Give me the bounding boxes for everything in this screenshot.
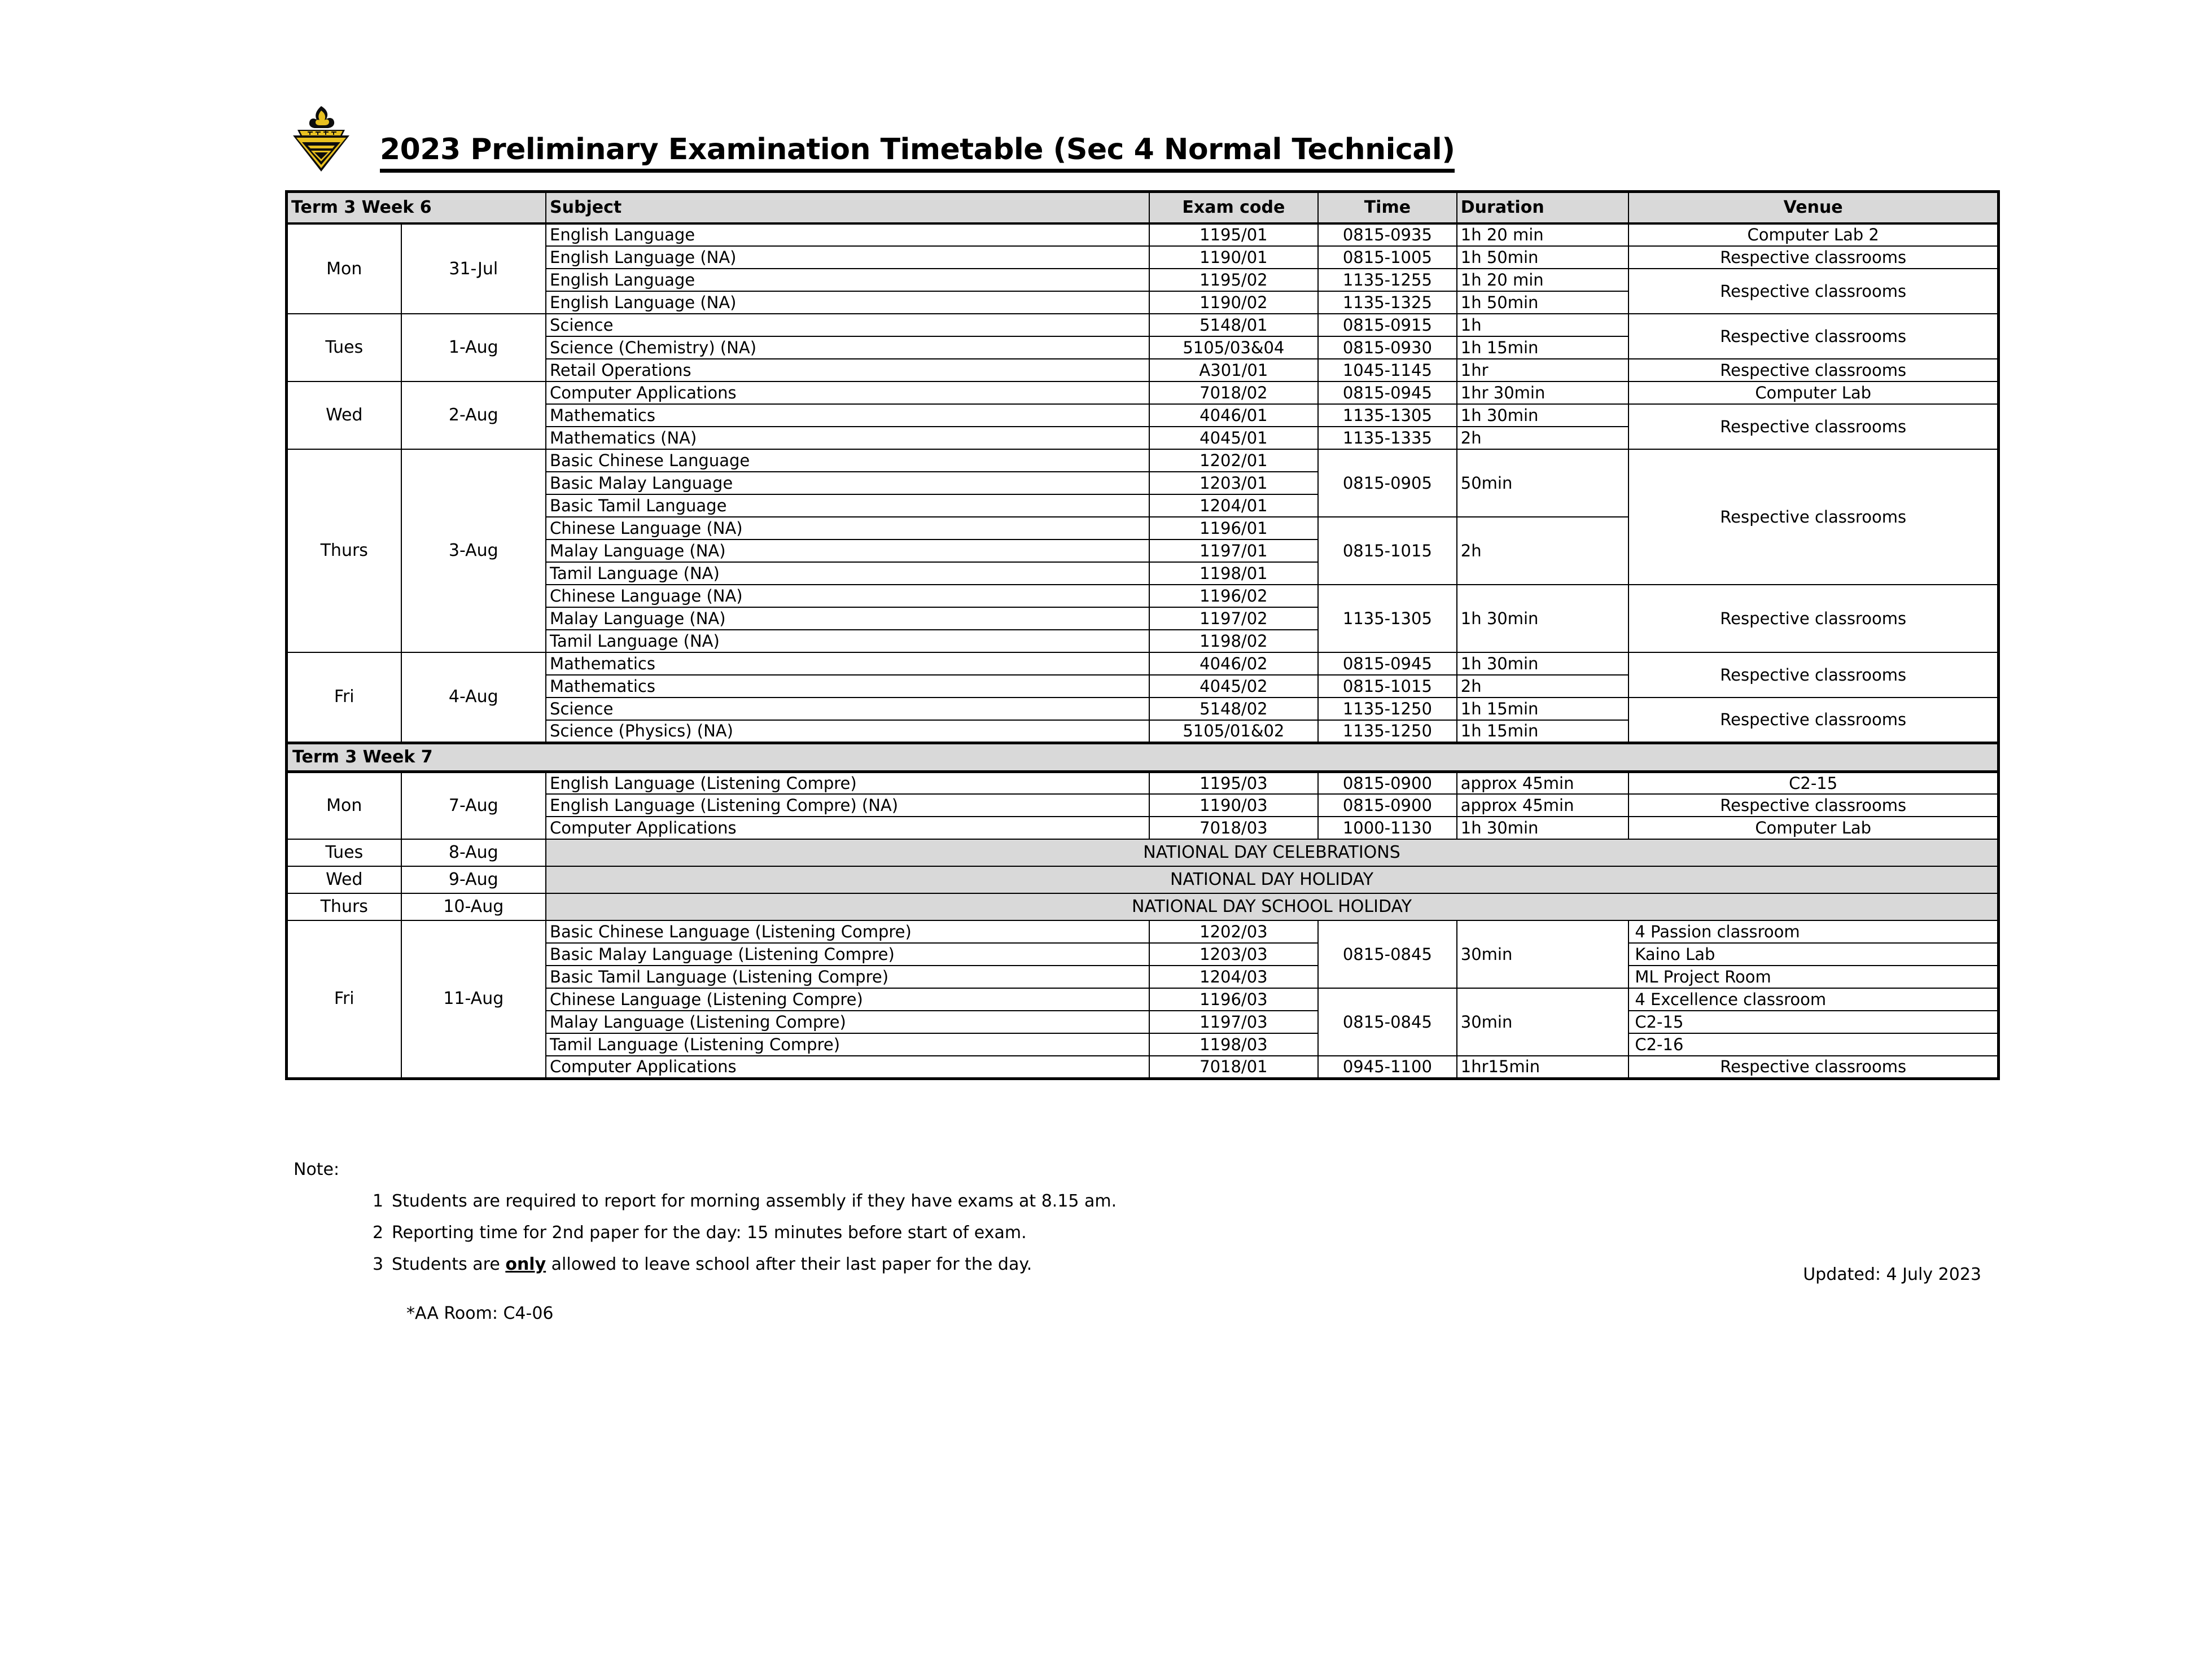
table-row <box>287 771 1999 794</box>
cell-duration: 1hr15min <box>1457 1056 1629 1078</box>
column-header-subject: Subject <box>546 192 1149 224</box>
cell-date: 10-Aug <box>401 893 546 920</box>
table-row <box>287 652 1999 675</box>
cell-duration: 1h 15min <box>1457 336 1629 359</box>
cell-subject: Computer Applications <box>546 817 1149 839</box>
cell-subject: Tamil Language (NA) <box>546 562 1149 585</box>
note-item <box>373 1225 1987 1242</box>
cell-exam-code: 1195/03 <box>1149 771 1318 794</box>
cell-time: 0945-1100 <box>1318 1056 1457 1078</box>
cell-time: 1135-1325 <box>1318 291 1457 314</box>
table-row <box>287 223 1999 246</box>
cell-venue: ML Project Room <box>1628 966 1998 988</box>
cell-exam-code: 1196/02 <box>1149 585 1318 607</box>
cell-duration: 30min <box>1457 988 1629 1056</box>
cell-duration: 1h 30min <box>1457 652 1629 675</box>
table-row-holiday <box>287 839 1999 866</box>
table-row <box>287 314 1999 336</box>
cell-day: Fri <box>287 652 401 743</box>
week-banner-row <box>287 743 1999 771</box>
cell-subject: Mathematics (NA) <box>546 427 1149 449</box>
page-title-wrap <box>380 134 1956 175</box>
cell-exam-code: 1190/02 <box>1149 291 1318 314</box>
cell-duration: 1h 30min <box>1457 404 1629 427</box>
cell-day: Fri <box>287 920 401 1078</box>
cell-venue: Computer Lab 2 <box>1628 223 1998 246</box>
cell-duration: 1h 20 min <box>1457 223 1629 246</box>
cell-time: 1000-1130 <box>1318 817 1457 839</box>
cell-subject: Mathematics <box>546 675 1149 698</box>
cell-subject: Computer Applications <box>546 381 1149 404</box>
cell-time: 0815-0900 <box>1318 794 1457 817</box>
cell-exam-code: 7018/01 <box>1149 1056 1318 1078</box>
cell-date: 2-Aug <box>401 381 546 449</box>
cell-subject: Mathematics <box>546 652 1149 675</box>
column-header-week: Term 3 Week 6 <box>287 192 546 224</box>
cell-duration: 1h 50min <box>1457 246 1629 269</box>
cell-exam-code: 1198/03 <box>1149 1033 1318 1056</box>
notes-section <box>294 1160 1987 1323</box>
cell-venue: Respective classrooms <box>1628 359 1998 381</box>
column-header-time: Time <box>1318 192 1457 224</box>
cell-venue: Respective classrooms <box>1628 269 1998 314</box>
note-item <box>373 1193 1987 1210</box>
cell-exam-code: 1195/01 <box>1149 223 1318 246</box>
cell-venue: Respective classrooms <box>1628 652 1998 698</box>
updated-stamp: Updated: 4 July 2023 <box>1803 1265 1981 1284</box>
cell-exam-code: 1203/01 <box>1149 472 1318 494</box>
cell-subject: English Language <box>546 269 1149 291</box>
cell-time: 1135-1305 <box>1318 585 1457 652</box>
page-title: 2023 Preliminary Examination Timetable (Sec 4 Normal Technical) <box>380 134 1455 173</box>
cell-subject: Mathematics <box>546 404 1149 427</box>
cell-subject: English Language <box>546 223 1149 246</box>
cell-subject: Basic Chinese Language <box>546 449 1149 472</box>
cell-date: 4-Aug <box>401 652 546 743</box>
timetable-container <box>285 190 2000 1080</box>
cell-duration: 1h 15min <box>1457 698 1629 720</box>
cell-subject: Computer Applications <box>546 1056 1149 1078</box>
cell-time: 0815-0905 <box>1318 449 1457 517</box>
table-row-holiday <box>287 866 1999 893</box>
cell-venue: Respective classrooms <box>1628 314 1998 359</box>
cell-subject: Tamil Language (Listening Compre) <box>546 1033 1149 1056</box>
week7-banner: Term 3 Week 7 <box>287 743 1999 771</box>
aa-room-note: *AA Room: C4-06 <box>406 1304 554 1323</box>
cell-venue: Respective classrooms <box>1628 246 1998 269</box>
cell-duration: 1h <box>1457 314 1629 336</box>
cell-exam-code: 7018/03 <box>1149 817 1318 839</box>
cell-exam-code: 4045/02 <box>1149 675 1318 698</box>
cell-time: 1045-1145 <box>1318 359 1457 381</box>
document-header <box>285 102 1956 175</box>
cell-time: 0815-0930 <box>1318 336 1457 359</box>
cell-exam-code: 5148/02 <box>1149 698 1318 720</box>
cell-exam-code: 1202/03 <box>1149 920 1318 943</box>
column-header-duration: Duration <box>1457 192 1629 224</box>
cell-duration: 30min <box>1457 920 1629 988</box>
cell-duration: approx 45min <box>1457 771 1629 794</box>
cell-venue: C2-15 <box>1628 771 1998 794</box>
cell-venue: Respective classrooms <box>1628 404 1998 449</box>
cell-exam-code: A301/01 <box>1149 359 1318 381</box>
exam-timetable <box>285 190 2000 1080</box>
note-emphasis: only <box>505 1254 546 1274</box>
cell-day: Tues <box>287 314 401 381</box>
note-number: 3 <box>373 1254 384 1274</box>
cell-exam-code: 5148/01 <box>1149 314 1318 336</box>
cell-venue: Respective classrooms <box>1628 794 1998 817</box>
cell-subject: Basic Tamil Language (Listening Compre) <box>546 966 1149 988</box>
cell-subject: Science (Physics) (NA) <box>546 720 1149 743</box>
cell-exam-code: 1198/02 <box>1149 630 1318 652</box>
cell-venue: Kaino Lab <box>1628 943 1998 966</box>
cell-time: 0815-0845 <box>1318 988 1457 1056</box>
cell-time: 1135-1255 <box>1318 269 1457 291</box>
cell-subject: Retail Operations <box>546 359 1149 381</box>
table-row <box>287 381 1999 404</box>
cell-date: 8-Aug <box>401 839 546 866</box>
cell-exam-code: 1195/02 <box>1149 269 1318 291</box>
cell-subject: Basic Chinese Language (Listening Compre) <box>546 920 1149 943</box>
cell-duration: 1h 20 min <box>1457 269 1629 291</box>
cell-exam-code: 5105/03&04 <box>1149 336 1318 359</box>
cell-day: Thurs <box>287 449 401 652</box>
cell-duration: 1hr <box>1457 359 1629 381</box>
cell-venue: C2-15 <box>1628 1011 1998 1033</box>
note-text: Students are only allowed to leave school after their last paper for the day. <box>392 1254 1032 1274</box>
cell-time: 1135-1250 <box>1318 720 1457 743</box>
cell-day: Mon <box>287 771 401 839</box>
cell-date: 31-Jul <box>401 223 546 314</box>
cell-exam-code: 1196/01 <box>1149 517 1318 539</box>
cell-exam-code: 1190/01 <box>1149 246 1318 269</box>
note-number: 1 <box>373 1191 384 1211</box>
cell-subject: Malay Language (Listening Compre) <box>546 1011 1149 1033</box>
cell-date: 9-Aug <box>401 866 546 893</box>
cell-exam-code: 7018/02 <box>1149 381 1318 404</box>
cell-venue: Respective classrooms <box>1628 449 1998 585</box>
cell-duration: 1h 15min <box>1457 720 1629 743</box>
cell-subject: English Language (NA) <box>546 291 1149 314</box>
cell-venue: Computer Lab <box>1628 817 1998 839</box>
note-text: Students are required to report for morning assembly if they have exams at 8.15 am. <box>392 1191 1117 1211</box>
cell-venue: Respective classrooms <box>1628 585 1998 652</box>
cell-duration: 2h <box>1457 427 1629 449</box>
cell-subject: Malay Language (NA) <box>546 539 1149 562</box>
cell-time: 0815-1005 <box>1318 246 1457 269</box>
cell-subject: Science (Chemistry) (NA) <box>546 336 1149 359</box>
cell-exam-code: 4046/02 <box>1149 652 1318 675</box>
cell-venue: Computer Lab <box>1628 381 1998 404</box>
cell-subject: Tamil Language (NA) <box>546 630 1149 652</box>
table-row <box>287 449 1999 472</box>
cell-exam-code: 1202/01 <box>1149 449 1318 472</box>
cell-duration: approx 45min <box>1457 794 1629 817</box>
cell-day: Wed <box>287 381 401 449</box>
cell-exam-code: 1196/03 <box>1149 988 1318 1011</box>
cell-day: Tues <box>287 839 401 866</box>
cell-subject: English Language (Listening Compre) (NA) <box>546 794 1149 817</box>
table-row <box>287 920 1999 943</box>
cell-exam-code: 1197/01 <box>1149 539 1318 562</box>
cell-exam-code: 1204/01 <box>1149 494 1318 517</box>
cell-time: 0815-0945 <box>1318 652 1457 675</box>
cell-venue: Respective classrooms <box>1628 698 1998 743</box>
cell-date: 11-Aug <box>401 920 546 1078</box>
cell-exam-code: 1190/03 <box>1149 794 1318 817</box>
cell-day: Wed <box>287 866 401 893</box>
cell-subject: English Language (NA) <box>546 246 1149 269</box>
school-crest-torch-icon <box>285 103 357 175</box>
cell-subject: Science <box>546 698 1149 720</box>
cell-duration: 2h <box>1457 517 1629 585</box>
cell-subject: Chinese Language (Listening Compre) <box>546 988 1149 1011</box>
cell-date: 1-Aug <box>401 314 546 381</box>
cell-holiday-label: NATIONAL DAY SCHOOL HOLIDAY <box>546 893 1998 920</box>
cell-time: 1135-1335 <box>1318 427 1457 449</box>
cell-time: 0815-0900 <box>1318 771 1457 794</box>
cell-duration: 1h 50min <box>1457 291 1629 314</box>
cell-exam-code: 1203/03 <box>1149 943 1318 966</box>
cell-time: 1135-1305 <box>1318 404 1457 427</box>
notes-label: Note: <box>294 1160 340 1179</box>
cell-subject: Malay Language (NA) <box>546 607 1149 630</box>
cell-day: Mon <box>287 223 401 314</box>
cell-exam-code: 4046/01 <box>1149 404 1318 427</box>
cell-subject: English Language (Listening Compre) <box>546 771 1149 794</box>
cell-exam-code: 5105/01&02 <box>1149 720 1318 743</box>
cell-holiday-label: NATIONAL DAY CELEBRATIONS <box>546 839 1998 866</box>
cell-duration: 50min <box>1457 449 1629 517</box>
cell-time: 0815-0915 <box>1318 314 1457 336</box>
cell-venue: 4 Passion classroom <box>1628 920 1998 943</box>
cell-venue: C2-16 <box>1628 1033 1998 1056</box>
cell-holiday-label: NATIONAL DAY HOLIDAY <box>546 866 1998 893</box>
cell-subject: Basic Tamil Language <box>546 494 1149 517</box>
cell-subject: Science <box>546 314 1149 336</box>
cell-time: 0815-1015 <box>1318 517 1457 585</box>
cell-time: 0815-0935 <box>1318 223 1457 246</box>
note-text: Reporting time for 2nd paper for the day: 15 minutes before start of exam. <box>392 1223 1027 1243</box>
cell-duration: 1hr 30min <box>1457 381 1629 404</box>
cell-subject: Basic Malay Language <box>546 472 1149 494</box>
cell-time: 0815-1015 <box>1318 675 1457 698</box>
cell-duration: 2h <box>1457 675 1629 698</box>
note-number: 2 <box>373 1223 384 1243</box>
cell-exam-code: 1197/02 <box>1149 607 1318 630</box>
cell-exam-code: 1198/01 <box>1149 562 1318 585</box>
table-header-row <box>287 192 1999 224</box>
cell-time: 1135-1250 <box>1318 698 1457 720</box>
cell-venue: 4 Excellence classroom <box>1628 988 1998 1011</box>
cell-subject: Basic Malay Language (Listening Compre) <box>546 943 1149 966</box>
cell-subject: Chinese Language (NA) <box>546 585 1149 607</box>
column-header-venue: Venue <box>1628 192 1998 224</box>
cell-day: Thurs <box>287 893 401 920</box>
cell-exam-code: 1197/03 <box>1149 1011 1318 1033</box>
cell-date: 7-Aug <box>401 771 546 839</box>
cell-duration: 1h 30min <box>1457 817 1629 839</box>
cell-subject: Chinese Language (NA) <box>546 517 1149 539</box>
cell-venue: Respective classrooms <box>1628 1056 1998 1078</box>
cell-duration: 1h 30min <box>1457 585 1629 652</box>
cell-exam-code: 4045/01 <box>1149 427 1318 449</box>
column-header-exam-code: Exam code <box>1149 192 1318 224</box>
table-row-holiday <box>287 893 1999 920</box>
cell-time: 0815-0945 <box>1318 381 1457 404</box>
cell-exam-code: 1204/03 <box>1149 966 1318 988</box>
cell-date: 3-Aug <box>401 449 546 652</box>
cell-time: 0815-0845 <box>1318 920 1457 988</box>
